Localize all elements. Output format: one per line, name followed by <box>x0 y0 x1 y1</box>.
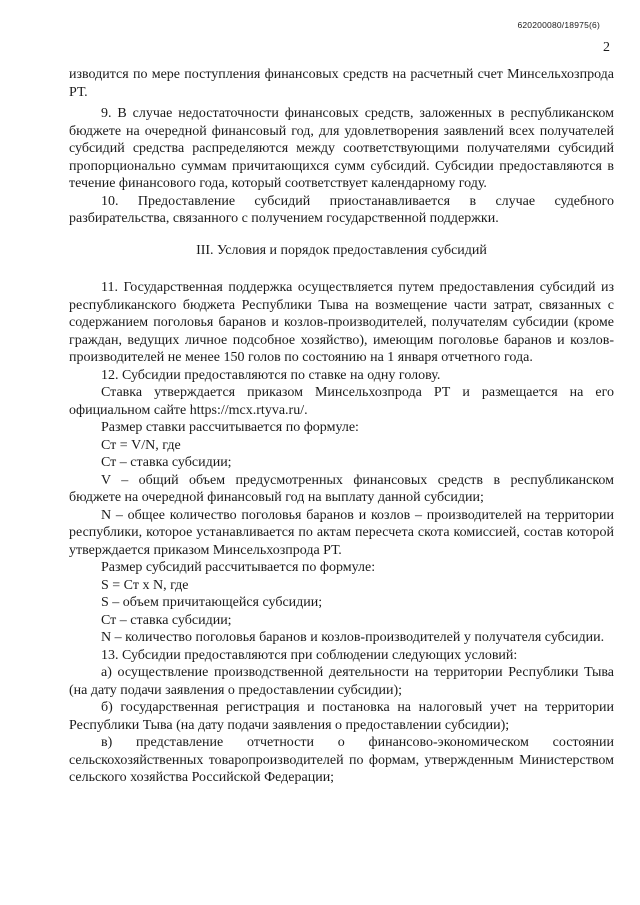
paragraph-12-rate: Ставка утверждается приказом Минсельхозпрода РТ и размещается на его официальном сайте https://mcx.rtyva.ru/. <box>69 385 614 418</box>
definition-n-2: N – количество поголовья баранов и козлов-производителей у получателя субсидии. <box>101 630 605 645</box>
paragraph-11: 11. Государственная поддержка осуществляется путем предоставления субсидий из республиканского бюджета Республики Тыва на возмещение части затрат, связанных с содержанием поголовья баранов и козлов-производителей, получателям субсидии (кроме граждан, ведущих личное подсобное хозяйство), имеющим поголовье баранов и козлов-производителей не менее 150 голов по состоянию на 1 января отчетного года. <box>69 280 614 365</box>
document-body <box>69 66 614 787</box>
paragraph-12-size-subsidy: Размер субсидий рассчитывается по формуле: <box>101 560 376 575</box>
definition-st: Ст – ставка субсидии; <box>101 455 232 470</box>
condition-c: в) представление отчетности о финансово-экономическом состоянии сельскохозяйственных товаропроизводителей по формам, утвержденным Министерством сельского хозяйства Российской Федерации; <box>69 735 614 785</box>
definition-v: V – общий объем предусмотренных финансовых средств в республиканском бюджете на очередной финансовый год на выплату данной субсидии; <box>69 472 614 505</box>
document-id: 620200080/18975(6) <box>517 20 600 30</box>
definition-n: N – общее количество поголовья баранов и козлов – производителей на территории республики, которое устанавливается по актам пересчета скота комиссией, состав которой утверждается приказом Минсельхозпрода РТ. <box>69 507 614 558</box>
condition-a: а) осуществление производственной деятельности на территории Республики Тыва (на дату подачи заявления о предоставлении субсидии); <box>69 665 614 698</box>
formula-rate: Ст = V/N, где <box>101 437 181 453</box>
paragraph-12-size: Размер ставки рассчитывается по формуле: <box>101 420 359 435</box>
paragraph-12: 12. Субсидии предоставляются по ставке на одну голову. <box>101 367 441 383</box>
definition-s: S – объем причитающейся субсидии; <box>101 595 323 610</box>
paragraph-13: 13. Субсидии предоставляются при соблюдении следующих условий: <box>101 647 518 663</box>
formula-subsidy: S = Ст x N, где <box>101 577 189 593</box>
condition-b: б) государственная регистрация и постановка на налоговый учет на территории Республики Тыва (на дату подачи заявления о предоставлении субсидии); <box>69 700 614 733</box>
definition-st-2: Ст – ставка субсидии; <box>101 612 232 628</box>
section-title: III. Условия и порядок предоставления субсидий <box>196 242 487 258</box>
paragraph-10: 10. Предоставление субсидий приостанавливается в случае судебного разбирательства, связанного с получением государственной поддержки. <box>69 193 614 226</box>
page-number: 2 <box>603 40 610 55</box>
paragraph-9: 9. В случае недостаточности финансовых средств, заложенных в республиканском бюджете на очередной финансовый год, для удовлетворения заявлений всех получателей субсидий средства распределяются между соответствующими получателями субсидий пропорционально суммам причитающихся сумм субсидий. Субсидии предоставляются в течение финансового года, который соответствует календарному году. <box>69 106 614 191</box>
paragraph-continuation: изводится по мере поступления финансовых средств на расчетный счет Минсельхозпрода РТ. <box>69 67 614 100</box>
